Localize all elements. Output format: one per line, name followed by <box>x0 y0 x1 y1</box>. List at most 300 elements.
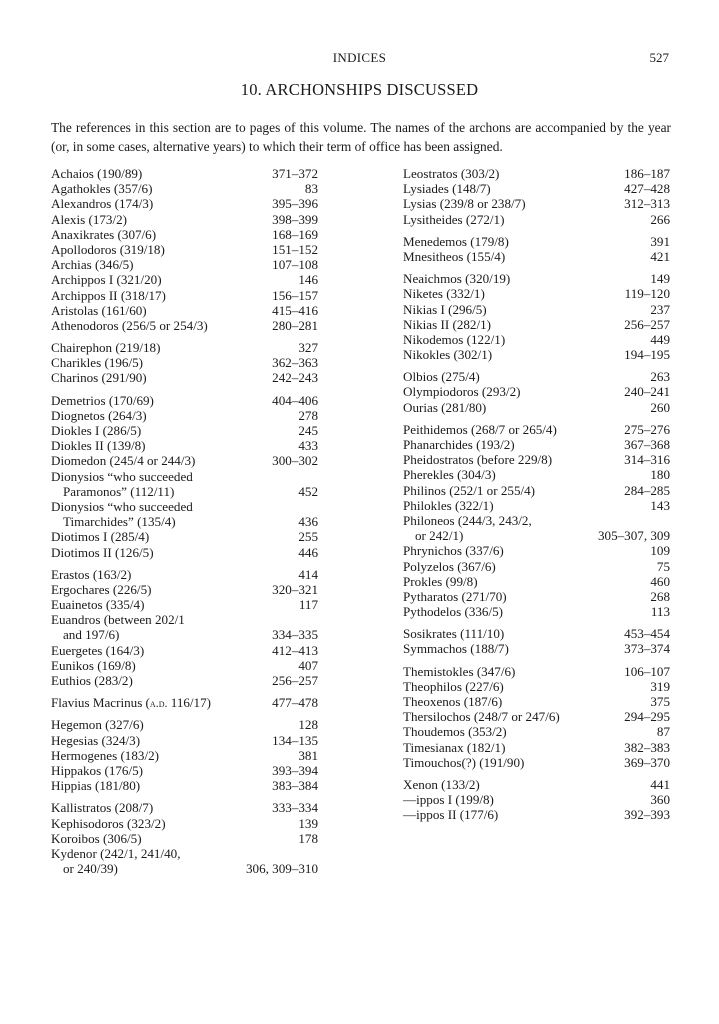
archon-name: Symmachos (188/7) <box>403 641 509 657</box>
index-entry <box>403 347 670 362</box>
entry-line <box>403 332 670 347</box>
index-entry <box>51 355 318 370</box>
index-entry <box>51 166 318 181</box>
archon-name: Euandros (between 202/1 <box>51 612 185 628</box>
archon-name: Hippakos (176/5) <box>51 762 144 778</box>
index-group <box>403 626 670 656</box>
archon-name: Olbios (275/4) <box>403 369 480 385</box>
archon-name: Philokles (322/1) <box>403 497 494 513</box>
entry-line <box>51 423 318 438</box>
archon-name: Agathokles (357/6) <box>51 181 153 197</box>
archon-name: Erastos (163/2) <box>51 566 132 582</box>
page-reference: 266 <box>650 211 670 227</box>
index-entry <box>51 393 318 408</box>
page-reference: 421 <box>650 248 670 264</box>
entry-line <box>403 604 670 619</box>
entry-line <box>51 370 318 385</box>
index-entry <box>51 800 318 815</box>
index-group <box>403 777 670 823</box>
index-entry <box>403 679 670 694</box>
entry-continuation <box>51 514 318 529</box>
index-entry <box>51 778 318 793</box>
archon-name: Phanarchides (193/2) <box>403 437 515 452</box>
entry-line <box>51 545 318 560</box>
archon-name: Thersilochos (248/7 or 247/6) <box>403 709 560 725</box>
page-reference: 168–169 <box>272 226 318 242</box>
index-entry <box>51 438 318 453</box>
page-reference: 414 <box>298 566 318 582</box>
archon-name: Aristolas (161/60) <box>51 302 147 318</box>
entry-line <box>403 249 670 264</box>
entry-line <box>403 212 670 227</box>
index-entry <box>403 626 670 641</box>
index-group <box>51 800 318 876</box>
archon-name: Timouchos(?) (191/90) <box>403 754 525 770</box>
archon-name: Polyzelos (367/6) <box>403 558 496 574</box>
index-entry <box>403 249 670 264</box>
page-reference: 186–187 <box>624 166 670 181</box>
archon-name: Koroibos (306/5) <box>51 830 142 846</box>
index-entry <box>403 740 670 755</box>
index-entry <box>51 212 318 227</box>
index-group <box>51 166 318 333</box>
index-entry <box>403 212 670 227</box>
entry-line <box>51 355 318 370</box>
archon-name: Pythodelos (336/5) <box>403 604 504 620</box>
entry-line <box>403 513 670 528</box>
entry-line <box>51 340 318 355</box>
entry-line <box>403 467 670 482</box>
entry-line <box>403 234 670 249</box>
archon-name: Eunikos (169/8) <box>51 657 136 673</box>
entry-line <box>51 717 318 732</box>
page-reference: 260 <box>650 399 670 415</box>
entry-line <box>403 369 670 384</box>
page-reference: 371–372 <box>272 166 318 181</box>
index-entry <box>51 408 318 423</box>
section-title: 10. ARCHONSHIPS DISCUSSED <box>240 80 479 99</box>
entry-line <box>51 800 318 815</box>
index-entry <box>403 589 670 604</box>
index-entry <box>403 709 670 724</box>
archon-name: Philinos (252/1 or 255/4) <box>403 482 536 498</box>
index-entry <box>51 423 318 438</box>
archon-name: Lysiades (148/7) <box>403 181 491 197</box>
entry-line <box>51 582 318 597</box>
page-reference: 128 <box>298 717 318 733</box>
page-reference: 446 <box>298 544 318 560</box>
page-reference: 312–313 <box>624 196 670 212</box>
page-reference: 139 <box>298 815 318 831</box>
index-entry <box>403 664 670 679</box>
page-reference: 334–335 <box>272 627 318 643</box>
archon-name: Charikles (196/5) <box>51 355 144 371</box>
entry-line <box>51 597 318 612</box>
page-reference: 256–257 <box>272 673 318 688</box>
archon-name: —ippos II (177/6) <box>403 807 499 823</box>
index-entry <box>403 467 670 482</box>
archon-name: Nikias II (282/1) <box>403 316 491 332</box>
index-entry <box>403 196 670 211</box>
page-reference: 362–363 <box>272 355 318 371</box>
running-title: INDICES <box>332 50 387 65</box>
index-entry <box>403 724 670 739</box>
archon-name: Pherekles (304/3) <box>403 467 496 483</box>
archon-name: Lysitheides (272/1) <box>403 211 505 227</box>
archon-name: Leostratos (303/2) <box>403 166 500 181</box>
page-reference: 194–195 <box>624 347 670 363</box>
entry-line <box>51 393 318 408</box>
archon-name: Hegemon (327/6) <box>51 717 144 733</box>
archon-name: Lysias (239/8 or 238/7) <box>403 196 526 212</box>
archon-name: Timesianax (182/1) <box>403 739 506 755</box>
index-entry <box>51 831 318 846</box>
index-entry <box>51 181 318 196</box>
archon-name-continued: Paramonos” (112/11) <box>63 483 175 499</box>
archon-name: Mnesitheos (155/4) <box>403 248 506 264</box>
entry-line <box>51 612 318 627</box>
index-entry <box>403 369 670 384</box>
page-reference: 415–416 <box>272 302 318 318</box>
archon-name: Dionysios “who succeeded <box>51 468 193 484</box>
archon-name: Pytharatos (271/70) <box>403 588 507 604</box>
entry-line <box>403 694 670 709</box>
entry-line <box>51 529 318 544</box>
section-intro: The references in this section are to pages of this volume. The names of the archons are accompanied by the year (or, in some cases, alternative years) to which their term of office has been assigned. <box>51 120 671 154</box>
page-reference: 75 <box>656 558 670 574</box>
index-entry <box>51 257 318 272</box>
index-entry <box>403 271 670 286</box>
entry-line <box>403 181 670 196</box>
page-reference: 180 <box>650 467 670 483</box>
page-reference: 306, 309–310 <box>245 861 318 877</box>
archon-name: Apollodoros (319/18) <box>51 241 165 257</box>
entry-line <box>403 437 670 452</box>
index-entry <box>403 807 670 822</box>
index-entry <box>403 332 670 347</box>
index-entry <box>403 181 670 196</box>
entry-line <box>51 658 318 673</box>
entry-line <box>51 846 318 861</box>
entry-line <box>51 408 318 423</box>
index-group <box>51 567 318 689</box>
page-reference: 319 <box>650 678 670 694</box>
page-reference: 360 <box>650 792 670 808</box>
entry-line <box>51 567 318 582</box>
index-entry <box>51 499 318 529</box>
index-entry <box>403 604 670 619</box>
index-entry <box>51 816 318 831</box>
page-reference: 109 <box>650 543 670 559</box>
entry-line <box>51 695 318 710</box>
page-reference: 263 <box>650 369 670 385</box>
archon-name: Kephisodoros (323/2) <box>51 815 166 831</box>
entry-line <box>51 748 318 763</box>
page-reference: 245 <box>298 423 318 438</box>
index-group <box>51 340 318 386</box>
page-number: 527 <box>649 50 669 65</box>
archon-name: Diokles II (139/8) <box>51 438 146 454</box>
index-entry <box>403 166 670 181</box>
entry-line <box>403 166 670 181</box>
entry-line <box>403 498 670 513</box>
page-reference: 240–241 <box>624 384 670 400</box>
page-reference: 477–478 <box>272 695 318 711</box>
entry-line <box>403 543 670 558</box>
archon-name: Menedemos (179/8) <box>403 233 509 249</box>
archon-name: Archias (346/5) <box>51 257 134 273</box>
entry-line <box>51 303 318 318</box>
left-index-column <box>51 166 318 883</box>
entry-line <box>403 452 670 467</box>
index-entry <box>51 303 318 318</box>
archon-name: Hermogenes (183/2) <box>51 747 159 763</box>
page-reference: 327 <box>298 340 318 356</box>
entry-line <box>51 257 318 272</box>
archon-name: —ippos I (199/8) <box>403 792 494 808</box>
page-reference: 382–383 <box>624 739 670 755</box>
page-reference: 280–281 <box>272 317 318 333</box>
archon-name: Olympiodoros (293/2) <box>403 384 521 400</box>
archon-name: Alexis (173/2) <box>51 211 128 227</box>
entry-line <box>403 679 670 694</box>
entry-line <box>403 271 670 286</box>
index-entry <box>51 242 318 257</box>
index-entry <box>403 777 670 792</box>
index-group <box>51 717 318 793</box>
archon-name: Prokles (99/8) <box>403 573 478 589</box>
index-entry <box>403 483 670 498</box>
archon-name: Themistokles (347/6) <box>403 663 516 679</box>
entry-line <box>403 755 670 770</box>
index-group <box>403 166 670 227</box>
page-reference: 117 <box>298 597 318 613</box>
page-reference: 178 <box>298 830 318 846</box>
page-reference: 256–257 <box>624 316 670 332</box>
archon-name: Alexandros (174/3) <box>51 196 154 212</box>
page-reference: 373–374 <box>624 641 670 657</box>
archon-name: Diomedon (245/4 or 244/3) <box>51 453 196 469</box>
page-reference: 392–393 <box>624 807 670 823</box>
page-reference: 383–384 <box>272 778 318 794</box>
archon-name: Peithidemos (268/7 or 265/4) <box>403 421 557 437</box>
page-reference: 284–285 <box>624 482 670 498</box>
entry-line <box>403 589 670 604</box>
page-reference: 156–157 <box>272 287 318 303</box>
page-reference: 255 <box>298 529 318 545</box>
index-entry <box>403 792 670 807</box>
entry-line <box>403 302 670 317</box>
archon-name-end: 116/17) <box>167 695 212 711</box>
archon-name: Philoneos (244/3, 243/2, <box>403 512 532 528</box>
archon-name: Nikokles (302/1) <box>403 347 493 363</box>
archon-name: Xenon (133/2) <box>403 776 480 792</box>
archon-name: Diognetos (264/3) <box>51 407 147 423</box>
archon-name: Hippias (181/80) <box>51 778 141 794</box>
index-entry <box>51 196 318 211</box>
page-reference: 412–413 <box>272 642 318 658</box>
entry-line <box>51 272 318 287</box>
archon-name: Theophilos (227/6) <box>403 678 504 694</box>
page-reference: 268 <box>650 588 670 604</box>
archon-name: Neaichmos (320/19) <box>403 271 511 287</box>
index-entry <box>403 437 670 452</box>
right-index-column <box>403 166 670 830</box>
entry-line <box>51 227 318 242</box>
entry-line <box>51 831 318 846</box>
index-entry <box>51 340 318 355</box>
index-entry <box>51 597 318 612</box>
archon-name: Ourias (281/80) <box>403 399 487 415</box>
index-entry <box>51 227 318 242</box>
index-entry <box>403 317 670 332</box>
page-reference: 333–334 <box>272 800 318 816</box>
page-reference: 436 <box>298 514 318 530</box>
entry-line <box>403 196 670 211</box>
entry-line <box>51 733 318 748</box>
index-group <box>403 422 670 619</box>
index-entry <box>403 641 670 656</box>
index-entry <box>403 513 670 543</box>
index-group <box>51 695 318 710</box>
archon-name: Achaios (190/89) <box>51 166 143 181</box>
entry-line <box>51 212 318 227</box>
archon-name: Charinos (291/90) <box>51 370 147 386</box>
archon-name: Thoudemos (353/2) <box>403 724 507 740</box>
index-entry <box>403 755 670 770</box>
entry-line <box>51 288 318 303</box>
entry-line <box>403 483 670 498</box>
archon-name: Demetrios (170/69) <box>51 392 154 408</box>
page-reference: 460 <box>650 573 670 589</box>
entry-line <box>403 626 670 641</box>
entry-line <box>403 286 670 301</box>
archon-name: Euainetos (335/4) <box>51 597 145 613</box>
page-reference: 404–406 <box>272 392 318 408</box>
archon-name: Anaxikrates (307/6) <box>51 226 157 242</box>
page-reference: 87 <box>656 724 670 740</box>
entry-continuation <box>403 528 670 543</box>
page-reference: 433 <box>298 438 318 454</box>
archon-name: Niketes (332/1) <box>403 286 485 302</box>
era-abbrev: a.d. <box>149 696 168 711</box>
index-entry <box>403 574 670 589</box>
index-entry <box>51 545 318 560</box>
page-reference: 134–135 <box>272 732 318 748</box>
index-entry <box>51 658 318 673</box>
entry-line <box>403 422 670 437</box>
index-entry <box>51 846 318 876</box>
archon-name: Athenodoros (256/5 or 254/3) <box>51 317 208 333</box>
index-entry <box>403 400 670 415</box>
archon-name: Nikodemos (122/1) <box>403 331 506 347</box>
page-reference: 453–454 <box>624 626 670 642</box>
page-reference: 369–370 <box>624 754 670 770</box>
page-reference: 300–302 <box>272 453 318 469</box>
archon-name: Phrynichos (337/6) <box>403 543 504 559</box>
index-entry <box>51 717 318 732</box>
running-head <box>0 50 719 68</box>
index-entry <box>51 643 318 658</box>
index-entry <box>403 286 670 301</box>
index-entry <box>403 498 670 513</box>
page-reference: 119–120 <box>624 286 670 302</box>
index-entry <box>51 288 318 303</box>
page-reference: 391 <box>650 233 670 249</box>
entry-line <box>51 453 318 468</box>
page-reference: 441 <box>650 776 670 792</box>
archon-name-continued: or 240/39) <box>63 861 118 877</box>
archon-name: Hegesias (324/3) <box>51 732 141 748</box>
page-reference: 143 <box>650 497 670 513</box>
archon-name: Nikias I (296/5) <box>403 301 487 317</box>
archon-name-continued: Timarchides” (135/4) <box>63 514 176 530</box>
archon-name: Kydenor (242/1, 241/40, <box>51 845 181 861</box>
entry-line <box>403 317 670 332</box>
page-reference: 395–396 <box>272 196 318 212</box>
entry-line <box>51 469 318 484</box>
index-entry <box>51 695 318 710</box>
page-reference: 149 <box>650 271 670 287</box>
entry-line <box>51 242 318 257</box>
archon-name: Sosikrates (111/10) <box>403 626 505 642</box>
entry-line <box>403 792 670 807</box>
index-entry <box>51 673 318 688</box>
entry-line <box>403 384 670 399</box>
archon-name-continued: or 242/1) <box>415 528 464 544</box>
index-entry <box>51 370 318 385</box>
page-reference: 151–152 <box>272 241 318 257</box>
entry-line <box>403 807 670 822</box>
entry-line <box>51 181 318 196</box>
archon-name: Euergetes (164/3) <box>51 642 145 658</box>
index-entry <box>51 582 318 597</box>
archon-name: Kallistratos (208/7) <box>51 800 154 816</box>
page-reference: 237 <box>650 301 670 317</box>
index-entry <box>403 422 670 437</box>
page-reference: 393–394 <box>272 762 318 778</box>
entry-line <box>51 643 318 658</box>
page-reference: 375 <box>650 694 670 709</box>
index-entry <box>51 529 318 544</box>
page-reference: 305–307, 309 <box>597 528 670 544</box>
entry-line <box>403 400 670 415</box>
entry-line <box>403 777 670 792</box>
index-entry <box>403 452 670 467</box>
entry-line <box>403 709 670 724</box>
page-reference: 367–368 <box>624 437 670 452</box>
page-reference: 407 <box>298 657 318 673</box>
index-entry <box>51 567 318 582</box>
page-reference: 381 <box>298 747 318 763</box>
entry-line <box>403 559 670 574</box>
index-group <box>403 664 670 770</box>
archon-name: Theoxenos (187/6) <box>403 694 503 709</box>
index-entry <box>51 453 318 468</box>
index-entry <box>51 748 318 763</box>
index-entry <box>403 694 670 709</box>
index-entry <box>51 318 318 333</box>
page-reference: 146 <box>298 272 318 288</box>
archon-name-continued: and 197/6) <box>63 627 120 643</box>
entry-continuation <box>51 484 318 499</box>
page-reference: 314–316 <box>624 452 670 468</box>
entry-line <box>403 664 670 679</box>
index-entry <box>51 469 318 499</box>
index-entry <box>51 733 318 748</box>
entry-line <box>403 740 670 755</box>
archon-name: Diokles I (286/5) <box>51 423 142 438</box>
